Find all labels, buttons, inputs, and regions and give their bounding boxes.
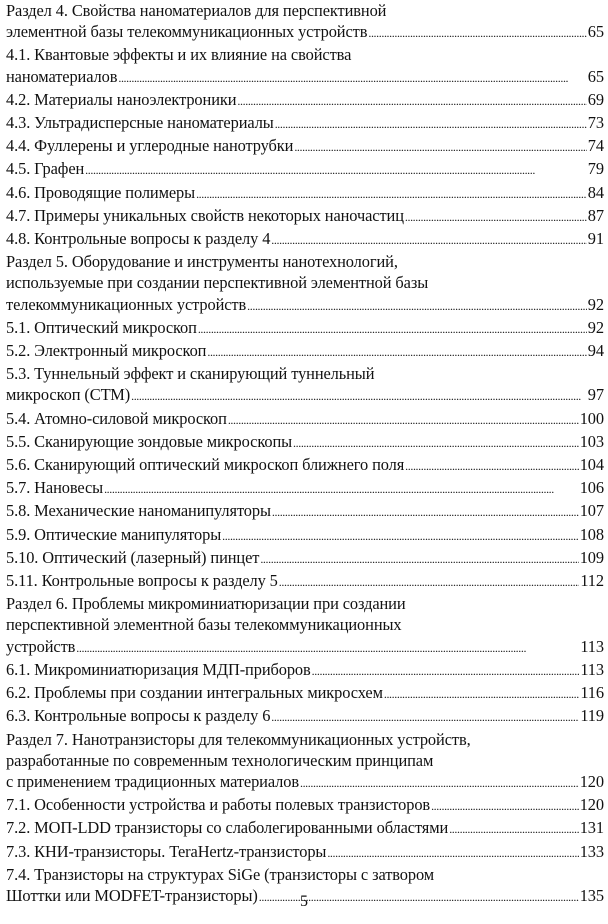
toc-entry-leader-line <box>6 89 604 112</box>
toc-entry-page-number: 91 <box>587 229 604 249</box>
toc-entry-title-line: 5.11. Контрольные вопросы к разделу 5 <box>6 571 278 591</box>
toc-entry-leader-line <box>6 431 604 454</box>
toc-entry-page-number: 120 <box>579 771 604 791</box>
toc-entry-title-line: 4.4. Фуллерены и углеродные нанотрубки <box>6 136 294 156</box>
toc-entry-title-line: 4.1. Квантовые эффекты и их влияние на свойства <box>6 45 352 65</box>
toc-entry-title-line: 5.9. Оптические манипуляторы <box>6 524 222 544</box>
toc-entry <box>6 340 604 363</box>
toc-entry-page-number: 131 <box>579 818 604 838</box>
dot-leader <box>196 184 587 205</box>
toc-entry-leader-line <box>6 705 604 728</box>
toc-entry-title-line: Раздел 6. Проблемы микроминиатюризации при создании <box>6 594 406 614</box>
toc-entry-page-number: 108 <box>579 524 604 544</box>
toc-entry-title-line: 6.1. Микроминиатюризация МДП-приборов <box>6 659 311 679</box>
toc-entry-title-line: 7.2. МОП-LDD транзисторы со слаболегированными областями <box>6 818 449 838</box>
toc-entry <box>6 205 604 228</box>
toc-entry-title-line: 5.8. Механические наноманипуляторы <box>6 501 271 521</box>
toc-entry-page-number: 73 <box>587 113 604 133</box>
toc-entry <box>6 251 604 317</box>
toc-entry-leader-line <box>6 454 604 477</box>
dot-leader <box>272 502 579 523</box>
toc-entry-page-number: 116 <box>580 683 604 703</box>
toc-entry-leader-line <box>6 659 604 682</box>
toc-entry-title-line: перспективной элементной базы телекоммуникационных <box>6 615 402 635</box>
toc-entry-page-number: 87 <box>587 205 604 225</box>
toc-entry-title-line: наноматериалов <box>6 66 118 86</box>
toc-entry-title-line: 5.2. Электронный микроскоп <box>6 341 207 361</box>
toc-entry-title-line: 4.2. Материалы наноэлектроники <box>6 89 237 109</box>
toc-entry-title-line: 5.1. Оптический микроскоп <box>6 317 197 337</box>
toc-entry-page-number: 106 <box>579 478 604 498</box>
dot-leader <box>237 91 586 112</box>
dot-leader <box>384 684 579 705</box>
dot-leader <box>222 526 579 547</box>
toc-entry <box>6 705 604 728</box>
dot-leader <box>293 433 579 454</box>
toc-entry-title-line: Раздел 4. Свойства наноматериалов для перспективной <box>6 1 387 20</box>
toc-entry <box>6 454 604 477</box>
dot-leader <box>300 773 579 794</box>
toc-entry-leader-line <box>6 135 604 158</box>
table-of-contents <box>6 0 604 908</box>
toc-entry-title-line: 6.2. Проблемы при создании интегральных микросхем <box>6 683 383 703</box>
toc-entry-title-line: 7.1. Особенности устройства и работы полевых транзисторов <box>6 795 431 815</box>
toc-entry-page-number: 100 <box>579 408 604 428</box>
toc-entry <box>6 44 604 88</box>
dot-leader <box>327 843 578 864</box>
toc-entry-title-line: разработанные по современным технологическим принципам <box>6 750 434 770</box>
toc-entry <box>6 182 604 205</box>
dot-leader <box>271 707 579 728</box>
toc-entry-page-number: 97 <box>587 385 604 405</box>
page-number: 5 <box>300 893 308 910</box>
toc-entry-leader-line <box>6 21 604 44</box>
toc-entry-page-number: 107 <box>579 501 604 521</box>
dot-leader <box>76 638 579 659</box>
toc-entry-leader-line <box>6 817 604 840</box>
toc-entry <box>6 317 604 340</box>
dot-leader <box>228 410 579 431</box>
toc-entry-page-number: 113 <box>580 659 604 679</box>
toc-entry-page-number: 65 <box>587 66 604 86</box>
toc-entry <box>6 524 604 547</box>
toc-entry-page-number: 92 <box>587 294 604 314</box>
toc-entry-page-number: 69 <box>587 89 604 109</box>
toc-entry-title-line: элементной базы телекоммуникационных устройств <box>6 22 368 42</box>
dot-leader <box>207 342 586 363</box>
toc-entry <box>6 0 604 44</box>
toc-entry-title-line: 5.5. Сканирующие зондовые микроскопы <box>6 431 293 451</box>
toc-entry <box>6 659 604 682</box>
toc-entry <box>6 158 604 181</box>
toc-entry-leader-line <box>6 636 604 659</box>
toc-entry-leader-line <box>6 477 604 500</box>
dot-leader <box>247 296 587 317</box>
toc-entry <box>6 363 604 407</box>
toc-entry-page-number: 79 <box>587 159 604 179</box>
toc-entry-page-number: 119 <box>580 706 604 726</box>
toc-entry <box>6 794 604 817</box>
toc-entry-page-number: 120 <box>579 795 604 815</box>
toc-entry-leader-line <box>6 384 604 407</box>
toc-entry-page-number: 94 <box>587 341 604 361</box>
toc-entry-leader-line <box>6 771 604 794</box>
toc-entry-page-number: 92 <box>587 317 604 337</box>
toc-entry-page-number: 135 <box>579 885 604 905</box>
toc-entry-title-line: Раздел 7. Нанотранзисторы для телекоммуникационных устройств, <box>6 729 471 749</box>
dot-leader <box>131 386 587 407</box>
toc-entry <box>6 477 604 500</box>
toc-entry-title-line: 5.7. Нановесы <box>6 478 104 498</box>
toc-entry <box>6 841 604 864</box>
toc-entry-leader-line <box>6 228 604 251</box>
toc-entry-page-number: 104 <box>579 455 604 475</box>
toc-entry <box>6 89 604 112</box>
toc-entry-page-number: 133 <box>579 841 604 861</box>
toc-entry-page-number: 109 <box>579 547 604 567</box>
dot-leader <box>104 479 579 500</box>
toc-entry-leader-line <box>6 205 604 228</box>
toc-entry-leader-line <box>6 158 604 181</box>
toc-entry-title-line: 5.4. Атомно-силовой микроскоп <box>6 408 227 428</box>
toc-entry-page-number: 74 <box>587 136 604 156</box>
toc-entry-title-line: 5.10. Оптический (лазерный) пинцет <box>6 547 260 567</box>
toc-entry-title-line: 4.3. Ультрадисперсные наноматериалы <box>6 113 274 133</box>
toc-entry-title-line: Раздел 5. Оборудование и инструменты нанотехнологий, <box>6 252 398 272</box>
toc-entry-title-line: 4.7. Примеры уникальных свойств некоторых наночастиц <box>6 205 404 225</box>
toc-entry-title-line: микроскоп (СТМ) <box>6 385 131 405</box>
toc-entry-leader-line <box>6 408 604 431</box>
toc-entry <box>6 547 604 570</box>
toc-entry <box>6 112 604 135</box>
toc-entry-leader-line <box>6 182 604 205</box>
toc-entry-title-line: 6.3. Контрольные вопросы к разделу 6 <box>6 706 271 726</box>
toc-entry-title-line: 4.6. Проводящие полимеры <box>6 182 196 202</box>
toc-entry-leader-line <box>6 794 604 817</box>
toc-entry-leader-line <box>6 841 604 864</box>
toc-entry-page-number: 103 <box>579 431 604 451</box>
dot-leader <box>405 456 579 477</box>
dot-leader <box>368 23 586 44</box>
toc-entry-leader-line <box>6 112 604 135</box>
toc-entry <box>6 228 604 251</box>
toc-entry-leader-line <box>6 500 604 523</box>
dot-leader <box>271 230 587 251</box>
dot-leader <box>85 160 587 181</box>
toc-entry-title-line: используемые при создании перспективной элементной базы <box>6 273 429 293</box>
toc-entry <box>6 682 604 705</box>
toc-entry <box>6 135 604 158</box>
toc-entry-title-line: 7.4. Транзисторы на структурах SiGe (транзисторы с затвором <box>6 864 435 884</box>
toc-entry-leader-line <box>6 317 604 340</box>
toc-entry <box>6 431 604 454</box>
toc-entry-title-line: 5.6. Сканирующий оптический микроскоп ближнего поля <box>6 455 405 475</box>
toc-entry-leader-line <box>6 682 604 705</box>
toc-entry-page-number: 113 <box>580 636 604 656</box>
toc-entry-leader-line <box>6 340 604 363</box>
toc-entry-leader-line <box>6 66 604 89</box>
toc-entry-title-line: 4.5. Графен <box>6 159 85 179</box>
toc-entry <box>6 593 604 659</box>
dot-leader <box>312 661 580 682</box>
dot-leader <box>431 796 579 817</box>
toc-entry <box>6 500 604 523</box>
toc-entry-title-line: с применением традиционных материалов <box>6 771 299 791</box>
toc-entry <box>6 408 604 431</box>
toc-entry-leader-line <box>6 294 604 317</box>
toc-entry <box>6 817 604 840</box>
dot-leader <box>198 319 587 340</box>
toc-entry-title-line: 4.8. Контрольные вопросы к разделу 4 <box>6 229 271 249</box>
toc-entry-leader-line <box>6 547 604 570</box>
dot-leader <box>449 819 579 840</box>
dot-leader <box>275 114 587 135</box>
toc-entry-page-number: 112 <box>580 571 604 591</box>
dot-leader <box>279 572 580 593</box>
toc-entry <box>6 729 604 795</box>
toc-entry-title-line: телекоммуникационных устройств <box>6 294 247 314</box>
toc-entry-page-number: 84 <box>587 182 604 202</box>
toc-entry <box>6 570 604 593</box>
dot-leader <box>260 549 578 570</box>
toc-entry-title-line: Шоттки или MODFET-транзисторы) <box>6 885 258 905</box>
toc-entry-title-line: устройств <box>6 636 76 656</box>
toc-entry-page-number: 65 <box>587 22 604 42</box>
toc-entry-title-line: 7.3. КНИ-транзисторы. TeraHertz-транзисторы <box>6 841 327 861</box>
dot-leader <box>118 68 586 89</box>
dot-leader <box>294 137 586 158</box>
toc-entry-leader-line <box>6 570 604 593</box>
dot-leader <box>405 207 587 228</box>
toc-entry-leader-line <box>6 524 604 547</box>
toc-entry-title-line: 5.3. Туннельный эффект и сканирующий туннельный <box>6 364 375 384</box>
